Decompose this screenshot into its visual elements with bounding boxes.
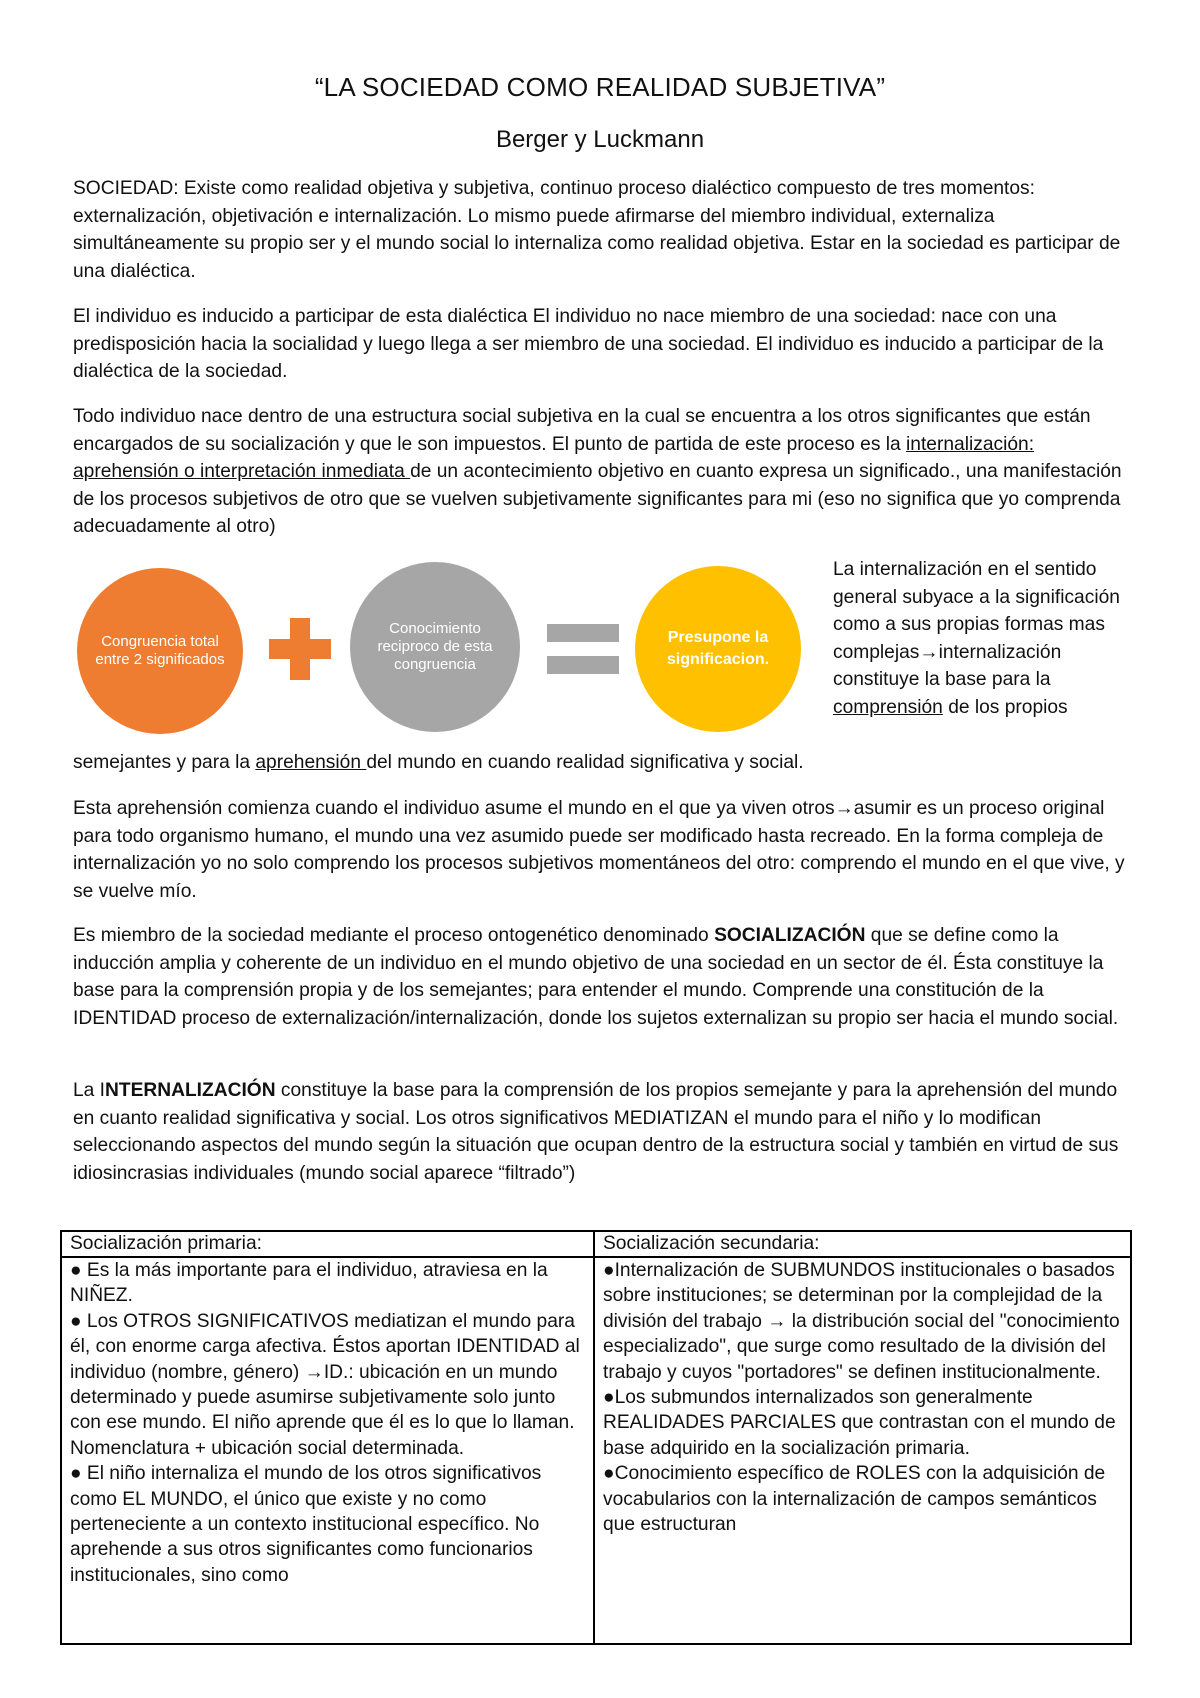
circle-label: Presupone la significacion.	[666, 629, 770, 668]
underlined-text: comprensión	[833, 696, 943, 718]
paragraph-text: constituye la base para la comprensión de los propios semejante y para la aprehensión del mundo en cuanto realidad significativa y social. Los otros significativos MEDIATIZAN el mundo para el niño y lo modifican seleccionando aspectos del mundo según la situación que ocupan dentro de la estructura social y también en virtud de sus idiosincrasias individuales (mundo social aparece “filtrado”)	[73, 1080, 1119, 1184]
paragraph-text: de un acontecimiento objetivo en cuanto expresa un significado., una manifestación de los procesos subjetivos de otro que se vuelven subjetivamente significantes para mi (eso no significa que yo comprenda adecuadamente al otro)	[73, 461, 1122, 538]
paragraph-text: de los propios	[942, 696, 1068, 718]
underlined-text: aprehensión	[255, 752, 367, 773]
document-authors: Berger y Luckmann	[495, 126, 705, 153]
table-header-row	[61, 1231, 1131, 1257]
presupone-circle	[635, 566, 801, 732]
header-secundaria: Socialización secundaria:	[594, 1231, 1131, 1257]
circle-label: Congruencia total entre 2 significados	[95, 633, 225, 668]
internalization-diagram	[73, 558, 818, 730]
paragraph-text: que se define como la inducción amplia y coherente de un individuo en el mundo objetivo de una sociedad en un sector de él. Ésta constituye la base para la comprensión propia y de los semejantes; para entender el mundo. Comprende una constitución de la IDENTIDAD proceso de externalización/internalización, donde los sujetos externalizan su propio ser hacia el mundo social.	[73, 925, 1119, 1029]
list-item: ●Internalización de SUBMUNDOS institucionales o basados sobre instituciones; se determinan por la complejidad de la división del trabajo → la distribución social del "conocimiento especializado", que surge como resultado de la división del trabajo y cuyos "portadores" se definen institucionalmente.	[603, 1260, 1120, 1383]
paragraph-text: Esta aprehensión comienza cuando el individuo asume el mundo en el que ya viven otros	[73, 798, 835, 819]
paragraph-socializacion	[73, 922, 1128, 1032]
underlined-text: internalización: aprehensión o interpretación inmediata	[73, 433, 1035, 483]
paragraph-internalizacion-general	[833, 556, 1133, 722]
paragraph-estructura-social	[73, 403, 1128, 541]
paragraph-text: asumir es un proceso original para todo organismo humano, el mundo una vez asumido puede ser modificado hasta recreado. En la forma compleja de internalización yo no solo comprendo los procesos subjetivos momentáneos del otro: comprendo el mundo en el que vive, y se vuelve mío.	[73, 798, 1125, 902]
conocimiento-circle	[350, 562, 520, 732]
bold-term: SOCIALIZACIÓN	[714, 925, 866, 946]
paragraph-semejantes	[73, 749, 1128, 777]
paragraph-individuo: El individuo es inducido a participar de esta dialéctica El individuo no nace miembro de una sociedad: nace con una predisposición hacia la socialidad y luego llega a ser miembro de una sociedad. El individuo es inducido a participar de la dialéctica de la sociedad.	[73, 306, 1104, 383]
bold-term: NTERNALIZACIÓN	[105, 1080, 276, 1101]
paragraph-text: Es miembro de la sociedad mediante el proceso ontogenético denominado	[73, 925, 715, 946]
circle-label: Conocimiento reciproco de esta congruencia	[377, 620, 493, 673]
congruencia-circle	[77, 568, 243, 734]
paragraph-aprehension	[73, 795, 1128, 905]
list-item: ●Los submundos internalizados son generalmente REALIDADES PARCIALES que contrastan con el mundo de base adquirido en la socialización primaria.	[603, 1387, 1116, 1459]
header-primaria: Socialización primaria:	[61, 1231, 594, 1257]
arrow-icon: →	[919, 641, 939, 663]
list-item: ● El niño internaliza el mundo de los otros significativos como EL MUNDO, el único que existe y no como perteneciente a un contexto institucional específico. No aprehende a sus otros significantes como funcionarios institucionales, sino como	[70, 1463, 542, 1586]
list-item: ●Conocimiento específico de ROLES con la adquisición de vocabularios con la internalización de campos semánticos que estructuran	[603, 1463, 1106, 1536]
list-item: ● Los OTROS SIGNIFICATIVOS mediatizan el mundo para él, con enorme carga afectiva. Éstos aportan IDENTIDAD al individuo (nombre, género) →ID.: ubicación en un mundo determinado y puede asumirse subjetivamente solo junto con ese mundo. El niño aprende que él es lo que lo llaman. Nomenclatura + ubicación social determinada.	[70, 1310, 580, 1459]
table-row	[61, 1257, 1131, 1644]
paragraph-text: del mundo en cuando realidad significativa y social.	[366, 752, 804, 773]
document-title: “LA SOCIEDAD COMO REALIDAD SUBJETIVA”	[314, 72, 886, 102]
paragraph-internalizacion	[73, 1077, 1128, 1187]
list-item: ● Es la más importante para el individuo, atraviesa en la NIÑEZ.	[70, 1260, 548, 1307]
arrow-icon: →	[834, 798, 854, 819]
equals-icon	[547, 624, 619, 674]
paragraph-sociedad: SOCIEDAD: Existe como realidad objetiva y subjetiva, continuo proceso dialéctico compuesto de tres momentos: externalización, objetivación e internalización. Lo mismo puede afirmarse del miembro individual, externaliza simultáneamente su propio ser y el mundo social lo internaliza como realidad objetiva. Estar en la sociedad es participar de una dialéctica.	[73, 178, 1121, 282]
paragraph-text: semejantes y para la	[73, 752, 256, 773]
paragraph-text: Todo individuo nace dentro de una estructura social subjetiva en la cual se encuentra a los otros significantes que están encargados de su socialización y que le son impuestos. El punto de partida de este proceso es la	[73, 406, 1091, 455]
cell-secundaria	[594, 1257, 1131, 1644]
paragraph-text: La internalización en el sentido general subyace a la significación como a sus propias formas mas complejas	[833, 559, 1120, 663]
paragraph-text: La I	[73, 1080, 106, 1101]
socializacion-table	[60, 1230, 1132, 1645]
cell-primaria	[61, 1257, 594, 1644]
paragraph-text: internalización constituye la base para la	[833, 641, 1062, 691]
plus-icon	[269, 618, 331, 680]
